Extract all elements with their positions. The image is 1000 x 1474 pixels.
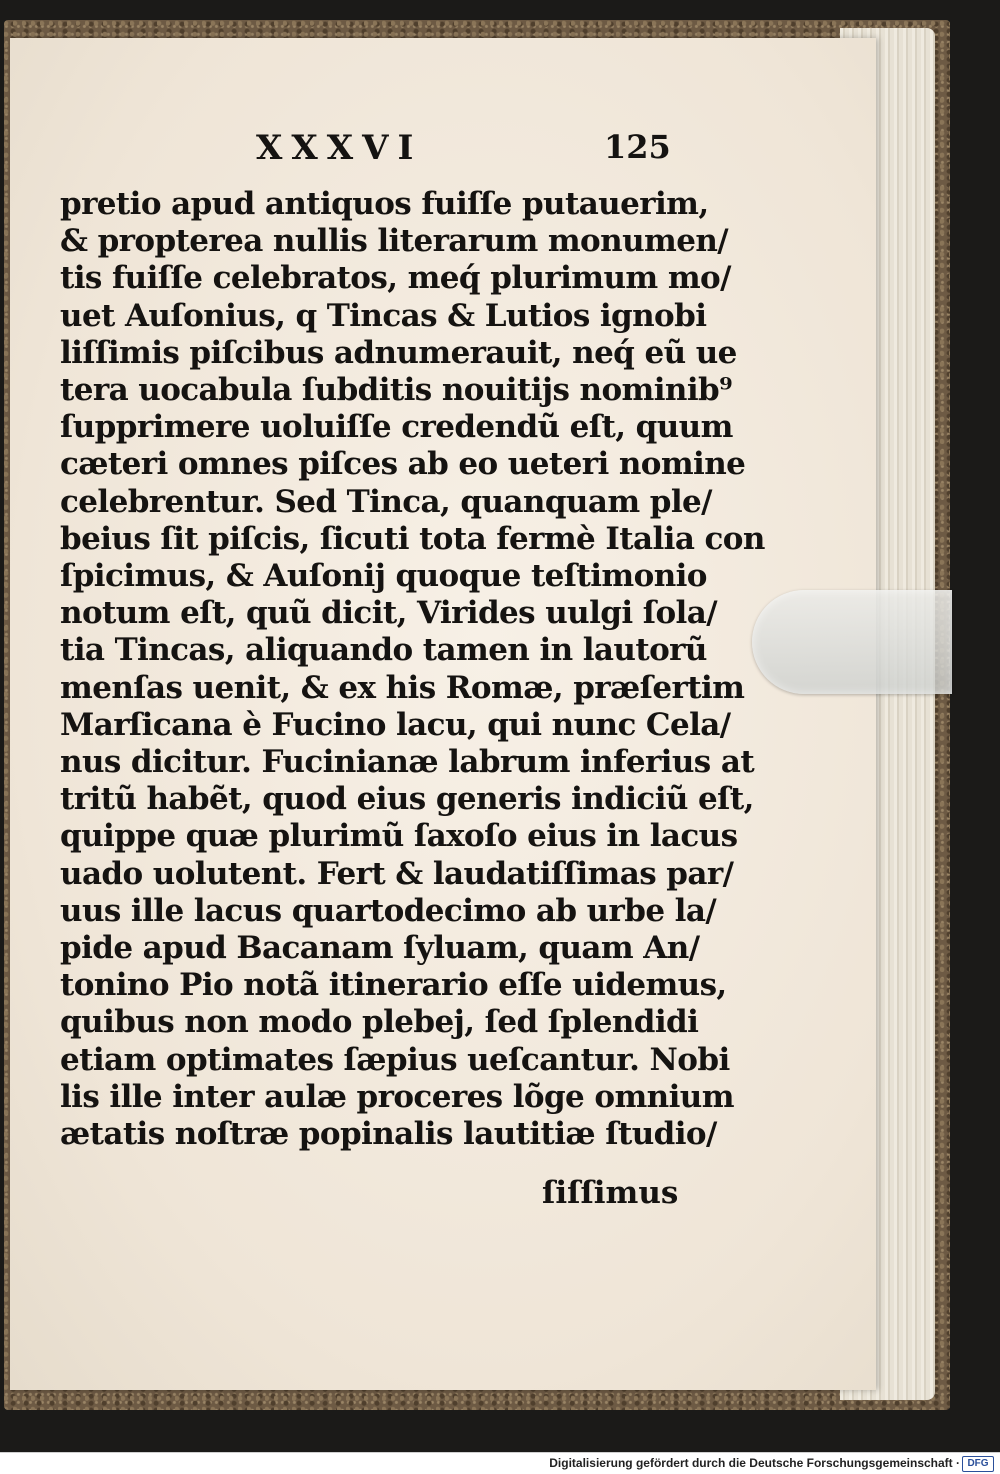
body-text — [60, 186, 765, 1153]
text-line: quibus non modo plebej, ſed ſplendidi — [60, 1004, 699, 1041]
text-line: quippe quæ plurimũ ſaxoſo eius in lacus — [60, 818, 738, 855]
text-line: pretio apud antiquos fuiſſe putauerim, — [60, 186, 709, 222]
text-line: pide apud Bacanam ſyluam, quam An/ — [60, 930, 700, 967]
running-head: XXXVI — [256, 128, 423, 168]
dfg-logo: DFG — [962, 1456, 994, 1472]
page-header — [60, 128, 671, 178]
text-line: lis ille inter aulæ proceres lõge omnium — [60, 1078, 734, 1115]
text-line: tonino Pio notã itinerario eſſe uidemus, — [60, 967, 727, 1004]
text-line: cæteri omnes piſces ab eo ueteri nomine — [60, 446, 746, 483]
text-line: notum eſt, quũ dicit, Virides uulgi ſola/ — [60, 595, 717, 632]
text-line: celebrentur. Sed Tinca, quanquam ple/ — [60, 483, 712, 520]
text-line: ſupprimere uoluiſſe credendũ eſt, quum — [60, 409, 733, 446]
digitization-footer — [0, 1452, 1000, 1474]
text-line: menſas uenit, & ex his Romæ, præſertim — [60, 669, 745, 706]
clear-page-tab — [752, 590, 952, 694]
text-line: Marſicana è Fucino lacu, qui nunc Cela/ — [60, 706, 731, 743]
text-line: uado uolutent. Fert & laudatiſſimas par/ — [60, 855, 734, 892]
text-line: ſpicimus, & Auſonij quoque teſtimonio — [60, 558, 707, 595]
text-line: nus dicitur. Fucinianæ labrum inferius at — [60, 744, 755, 781]
text-line: uet Auſonius, q Tincas & Lutios ignobi — [60, 297, 707, 334]
text-line: beius ſit piſcis, ſicuti tota fermè Italia con — [60, 520, 765, 557]
text-line: ætatis noſtræ popinalis lautitiæ ſtudio/ — [60, 1116, 717, 1153]
text-line: & propterea nullis literarum monumen/ — [60, 223, 728, 260]
text-line: uus ille lacus quartodecimo ab urbe la/ — [60, 892, 717, 929]
text-line: tia Tincas, aliquando tamen in lautorũ — [60, 632, 707, 669]
funding-credit: Digitalisierung gefördert durch die Deutsche Forschungsgemeinschaft · — [549, 1456, 960, 1470]
page-number: 125 — [604, 128, 671, 166]
text-line: liſſimis piſcibus adnumerauit, neq́ eũ ue — [60, 334, 737, 371]
text-line: etiam optimates ſæpius ueſcantur. Nobi — [60, 1041, 730, 1078]
text-line: tis fuiſſe celebratos, meq́ plurimum mo/ — [60, 260, 731, 297]
text-line: tera uocabula ſubditis nouitijs nominib⁹ — [60, 372, 733, 409]
catchword: ſiſſimus — [542, 1175, 679, 1211]
text-line: tritũ habẽt, quod eius generis indiciũ eſt, — [60, 781, 754, 818]
